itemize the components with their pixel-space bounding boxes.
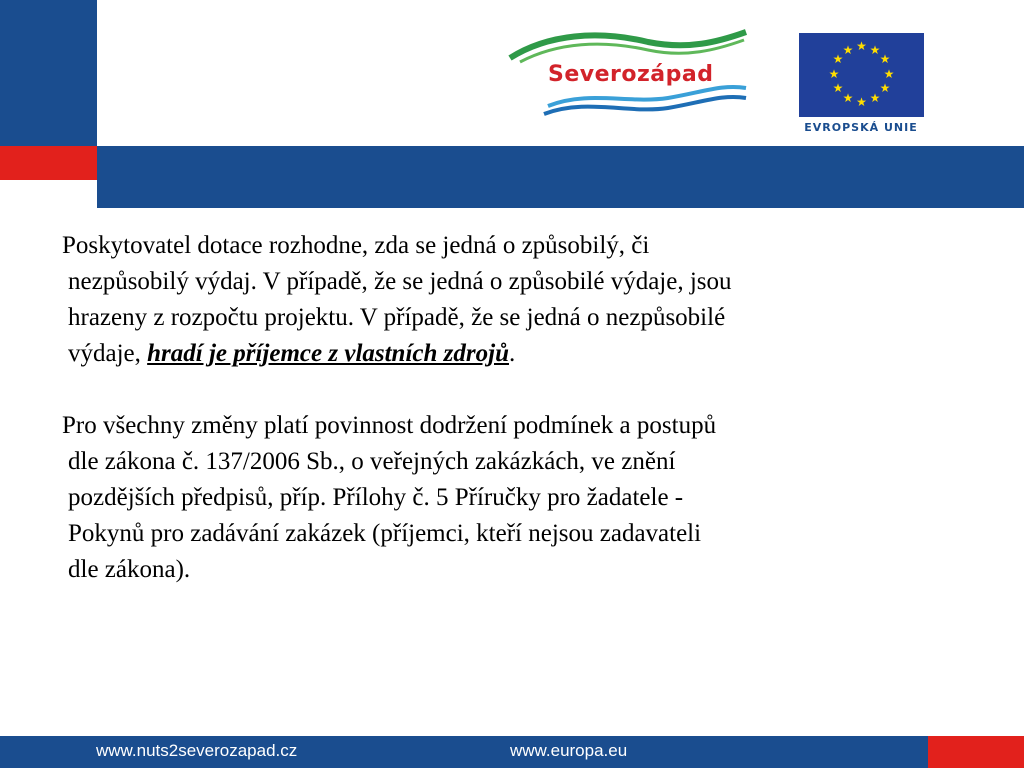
paragraph-line: nezpůsobilý výdaj. V případě, že se jedná o způsobilé výdaje, jsou [68,268,732,295]
footer-red-block [928,736,1024,768]
svg-text:★: ★ [879,52,891,66]
severozapad-logo [508,28,750,128]
svg-text:★: ★ [879,81,891,95]
line-suffix: . [508,340,516,367]
paragraph-line: Poskytovatel dotace rozhodne, zda se jedná o způsobilý, či [62,232,650,259]
svg-text:★: ★ [883,67,895,81]
svg-text:★: ★ [828,67,840,81]
paragraph-line: hrazeny z rozpočtu projektu. V případě, že se jedná o nezpůsobilé [68,304,726,331]
left-blue-block [0,0,97,146]
svg-text:★: ★ [869,91,881,105]
paragraph-line: pozdějších předpisů, příp. Přílohy č. 5 Příručky pro žadatele - [68,484,684,511]
svg-text:★: ★ [842,43,854,57]
paragraph-line [62,336,982,372]
paragraph-line: dle zákona č. 137/2006 Sb., o veřejných zakázkách, ve znění [68,448,676,475]
paragraph-procurement [62,408,982,588]
left-red-block [0,146,97,180]
logo-wordmark: Severozápad [548,62,714,87]
line-prefix: výdaje, [68,340,148,367]
eu-caption: EVROPSKÁ UNIE [804,121,918,134]
main-content [62,228,982,588]
svg-text:★: ★ [832,52,844,66]
svg-text:★: ★ [842,91,854,105]
paragraph-eligibility [62,228,982,372]
svg-text:★: ★ [869,43,881,57]
eu-flag [799,33,924,117]
paragraph-line: Pro všechny změny platí povinnost dodržení podmínek a postupů [62,412,717,439]
paragraph-line: Pokynů pro zadávání zakázek (příjemci, kteří nejsou zadavateli [68,520,702,547]
svg-text:★: ★ [856,95,867,109]
header-blue-band [97,146,1024,208]
svg-text:★: ★ [856,39,867,53]
eu-stars-icon [799,33,924,117]
emphasis-text: hradí je příjemce z vlastních zdrojů [147,340,509,367]
footer-link-severozapad[interactable]: www.nuts2severozapad.cz [96,741,298,760]
eu-logo [796,33,926,137]
footer-link-europa[interactable]: www.europa.eu [510,741,628,760]
paragraph-line: dle zákona). [68,556,191,583]
svg-text:★: ★ [832,81,844,95]
